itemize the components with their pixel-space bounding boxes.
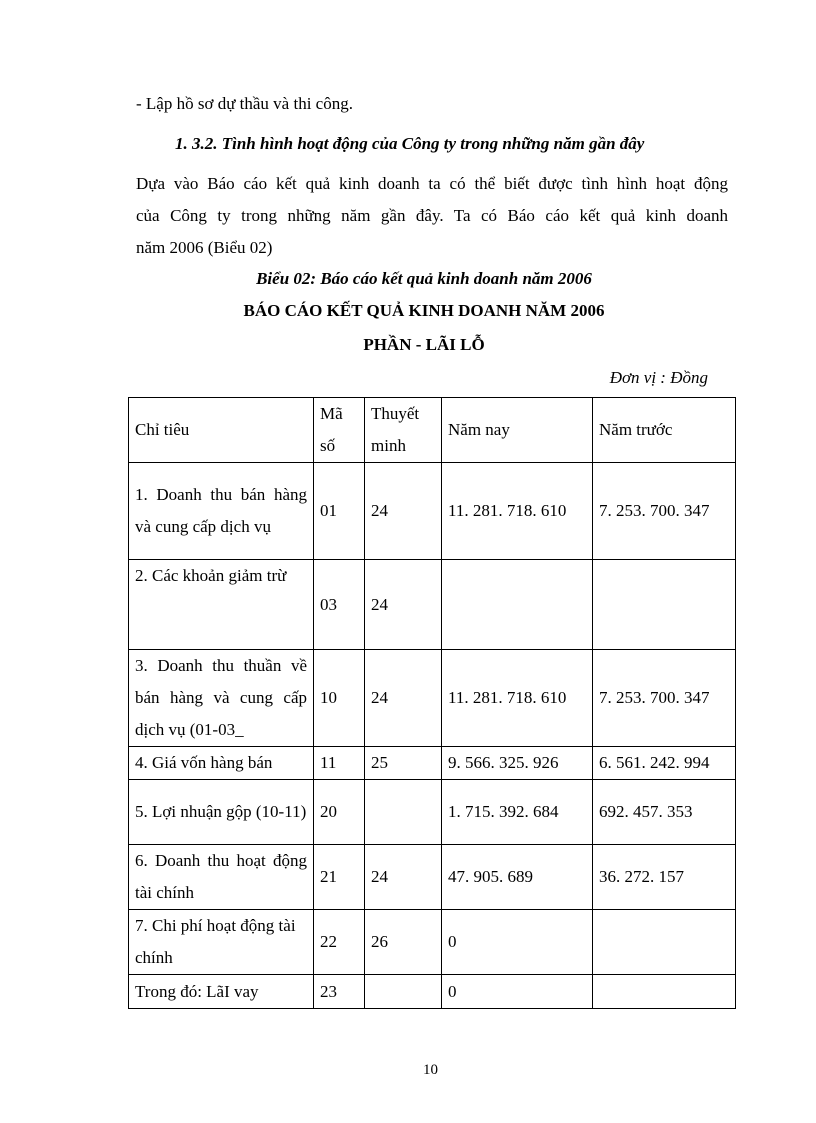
row-previous-year: 692. 457. 353 bbox=[593, 780, 736, 845]
row-previous-year: 7. 253. 700. 347 bbox=[593, 463, 736, 560]
row-code: 10 bbox=[314, 650, 365, 747]
row-label: 5. Lợi nhuận gộp (10-11) bbox=[129, 780, 314, 845]
row-previous-year: 6. 561. 242. 994 bbox=[593, 747, 736, 780]
row-previous-year bbox=[593, 560, 736, 650]
row-code: 03 bbox=[314, 560, 365, 650]
row-current-year: 47. 905. 689 bbox=[442, 845, 593, 910]
row-label: 6. Doanh thu hoạt động tài chính bbox=[129, 845, 314, 910]
row-code: 21 bbox=[314, 845, 365, 910]
row-current-year: 11. 281. 718. 610 bbox=[442, 463, 593, 560]
header-cell: Mã số bbox=[314, 398, 365, 463]
header-cell: Chỉ tiêu bbox=[129, 398, 314, 463]
table-header-row bbox=[129, 398, 736, 463]
row-code: 23 bbox=[314, 975, 365, 1009]
table-row bbox=[129, 780, 736, 845]
table-row bbox=[129, 845, 736, 910]
row-current-year: 0 bbox=[442, 975, 593, 1009]
row-previous-year: 7. 253. 700. 347 bbox=[593, 650, 736, 747]
header-cell: Năm trước bbox=[593, 398, 736, 463]
row-note: 24 bbox=[365, 463, 442, 560]
unit-label: Đơn vị : Đồng bbox=[609, 368, 708, 387]
table-row bbox=[129, 747, 736, 780]
row-note: 24 bbox=[365, 560, 442, 650]
paragraph-line-3: năm 2006 (Biểu 02) bbox=[136, 238, 273, 257]
row-previous-year bbox=[593, 910, 736, 975]
row-previous-year: 36. 272. 157 bbox=[593, 845, 736, 910]
row-code: 01 bbox=[314, 463, 365, 560]
row-current-year: 0 bbox=[442, 910, 593, 975]
row-previous-year bbox=[593, 975, 736, 1009]
row-label: Trong đó: LãI vay bbox=[129, 975, 314, 1009]
row-label: 4. Giá vốn hàng bán bbox=[129, 747, 314, 780]
paragraph-line-1: Dựa vào Báo cáo kết quả kinh doanh ta có thể biết được tình hình hoạt động bbox=[136, 174, 728, 193]
row-label: 7. Chi phí hoạt động tài chính bbox=[129, 910, 314, 975]
row-note bbox=[365, 780, 442, 845]
bullet-line: - Lập hồ sơ dự thầu và thi công. bbox=[136, 94, 353, 113]
row-current-year bbox=[442, 560, 593, 650]
table-row bbox=[129, 560, 736, 650]
row-note: 26 bbox=[365, 910, 442, 975]
report-table bbox=[128, 397, 736, 1009]
row-code: 11 bbox=[314, 747, 365, 780]
row-note: 25 bbox=[365, 747, 442, 780]
row-note bbox=[365, 975, 442, 1009]
paragraph-line-2: của Công ty trong những năm gần đây. Ta có Báo cáo kết quả kinh doanh bbox=[136, 206, 728, 225]
page-number: 10 bbox=[423, 1062, 438, 1078]
report-title: BÁO CÁO KẾT QUẢ KINH DOANH NĂM 2006 bbox=[243, 301, 605, 320]
row-code: 20 bbox=[314, 780, 365, 845]
row-label: 1. Doanh thu bán hàng và cung cấp dịch vụ bbox=[129, 463, 314, 560]
row-label: 2. Các khoản giảm trừ bbox=[129, 560, 314, 650]
table-row bbox=[129, 910, 736, 975]
row-current-year: 1. 715. 392. 684 bbox=[442, 780, 593, 845]
row-note: 24 bbox=[365, 845, 442, 910]
row-label: 3. Doanh thu thuần về bán hàng và cung cấp dịch vụ (01-03_ bbox=[129, 650, 314, 747]
row-current-year: 11. 281. 718. 610 bbox=[442, 650, 593, 747]
table-caption: Biểu 02: Báo cáo kết quả kinh doanh năm 2006 bbox=[256, 269, 592, 288]
header-cell: Năm nay bbox=[442, 398, 593, 463]
section-heading: 1. 3.2. Tình hình hoạt động của Công ty trong những năm gần đây bbox=[175, 134, 645, 153]
row-code: 22 bbox=[314, 910, 365, 975]
report-subtitle: PHẦN - LÃI LỖ bbox=[363, 335, 485, 354]
table-row bbox=[129, 975, 736, 1009]
table-row bbox=[129, 463, 736, 560]
row-current-year: 9. 566. 325. 926 bbox=[442, 747, 593, 780]
table-row bbox=[129, 650, 736, 747]
header-cell: Thuyết minh bbox=[365, 398, 442, 463]
row-note: 24 bbox=[365, 650, 442, 747]
